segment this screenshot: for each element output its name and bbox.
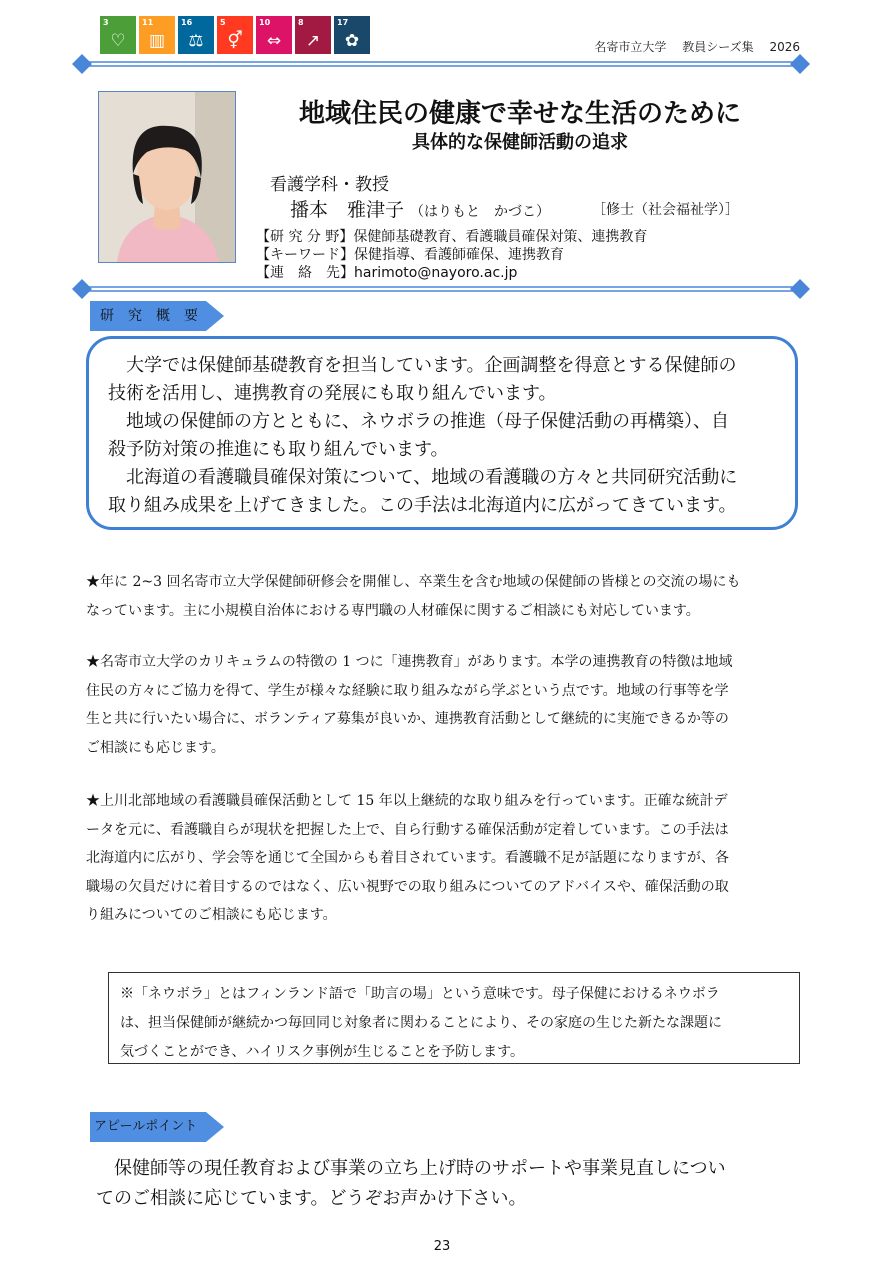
paragraph-line: 生と共に行いたい場合に、ボランティア募集が良いか、連携教育活動として継続的に実施できるか等の bbox=[86, 711, 729, 727]
contact-row bbox=[256, 262, 517, 282]
department-position: 看護学科・教授 bbox=[270, 175, 389, 195]
summary-line: 地域の保健師の方とともに、ネウボラの推進（母子保健活動の再構築）、自 bbox=[108, 411, 729, 432]
sdg-8-growth-chart-icon: 8 ↗ bbox=[295, 16, 331, 54]
research-field-row bbox=[256, 226, 647, 246]
sdg-3-heartbeat-icon: 3 ♡ bbox=[100, 16, 136, 54]
sdg-10-reduced-inequality-icon: 10 ⇔ bbox=[256, 16, 292, 54]
note-line: は、担当保健師が継続かつ毎回同じ対象者に関わることにより、その家庭の生じた新たな課題に bbox=[120, 1015, 722, 1031]
paragraph-line: ご相談にも応じます。 bbox=[86, 739, 225, 756]
appeal-text bbox=[96, 1154, 726, 1214]
summary-line: 取り組み成果を上げてきました。この手法は北海道内に広がってきています。 bbox=[108, 495, 737, 516]
summary-line: 北海道の看護職員確保対策について、地域の看護職の方々と共同研究活動に bbox=[108, 467, 738, 488]
divider-diamond-left-icon bbox=[72, 279, 92, 299]
header-divider bbox=[78, 60, 804, 68]
tag-arrow-icon bbox=[206, 1112, 224, 1142]
paragraph-line: 北海道内に広がり、学会等を通じて全国からも着目されています。看護職不足が話題になりますが、各 bbox=[86, 850, 729, 866]
detail-paragraph-training bbox=[86, 568, 806, 625]
name-reading: （はりもと かづこ） bbox=[410, 204, 551, 220]
appeal-line: てのご相談に応じています。どうぞお声かけ下さい。 bbox=[96, 1188, 527, 1209]
detail-paragraph-recruitment bbox=[86, 787, 806, 930]
publication-header bbox=[594, 38, 800, 55]
appeal-point-label: アピールポイント bbox=[94, 1119, 198, 1134]
page-subtitle: 具体的な保健師活動の追求 bbox=[412, 132, 628, 153]
contact-label: 【連 絡 先】 bbox=[256, 265, 354, 281]
paragraph-line: 職場の欠員だけに着目するのではなく、広い視野での取り組みについてのアドバイスや、確保活動の取 bbox=[86, 878, 729, 895]
summary-line: 殺予防対策の推進にも取り組んでいます。 bbox=[108, 439, 449, 460]
neuvola-note bbox=[120, 980, 800, 1067]
detail-paragraph-collaboration bbox=[86, 648, 806, 762]
summary-line: 大学では保健師基礎教育を担当しています。企画調整を得意とする保健師の bbox=[108, 355, 737, 376]
contact-email: harimoto@nayoro.ac.jp bbox=[354, 265, 518, 281]
sdg-5-gender-icon: 5 ⚥ bbox=[217, 16, 253, 54]
page-number: 23 bbox=[433, 1239, 451, 1254]
sdg-icon-row bbox=[100, 16, 370, 54]
series-name: 教員シーズ集 bbox=[682, 40, 754, 54]
researcher-name: 播本 雅津子 bbox=[290, 199, 405, 221]
divider-diamond-right-icon bbox=[790, 279, 810, 299]
portrait-photo bbox=[98, 91, 236, 263]
researcher-name-line bbox=[290, 195, 550, 222]
research-overview-label: 研 究 概 要 bbox=[100, 308, 198, 324]
divider-diamond-right-icon bbox=[790, 54, 810, 74]
publisher-name: 名寄市立大学 bbox=[594, 40, 667, 54]
note-line: ※「ネウボラ」とはフィンランド語で「助言の場」という意味です。母子保健におけるネウボラ bbox=[120, 986, 720, 1002]
keyword-value: 保健指導、看護師確保、連携教育 bbox=[354, 247, 564, 263]
paragraph-line: なっています。主に小規模自治体における専門職の人材確保に関するご相談にも対応しています。 bbox=[86, 602, 700, 619]
profile-divider bbox=[78, 285, 804, 293]
research-field-label: 【研 究 分 野】 bbox=[256, 229, 354, 245]
appeal-line: 保健師等の現任教育および事業の立ち上げ時のサポートや事業見直しについ bbox=[96, 1158, 726, 1179]
sdg-17-partnership-flower-icon: 17 ✿ bbox=[334, 16, 370, 54]
paragraph-line: 住民の方々にご協力を得て、学生が様々な経験に取り組みながら学ぶという点です。地域の行事等を学 bbox=[86, 682, 729, 699]
research-overview-tag bbox=[90, 301, 230, 331]
keyword-row bbox=[256, 244, 564, 264]
research-field-value: 保健師基礎教育、看護職員確保対策、連携教育 bbox=[353, 229, 648, 245]
portrait-figure-icon bbox=[99, 92, 235, 262]
paragraph-line: り組みについてのご相談にも応じます。 bbox=[86, 907, 337, 923]
series-year: 2026 bbox=[769, 40, 800, 54]
academic-degree: ［修士（社会福祉学）］ bbox=[592, 202, 739, 218]
note-line: 気づくことができ、ハイリスク事例が生じることを予防します。 bbox=[120, 1044, 525, 1060]
sdg-16-dove-gavel-icon: 16 ⚖ bbox=[178, 16, 214, 54]
sdg-11-city-icon: 11 ▥ bbox=[139, 16, 175, 54]
appeal-point-tag bbox=[90, 1112, 230, 1142]
paragraph-line: ★名寄市立大学のカリキュラムの特徴の 1 つに「連携教育」があります。本学の連携教育の特徴は地域 bbox=[86, 654, 733, 670]
page-title: 地域住民の健康で幸せな生活のために bbox=[298, 99, 741, 129]
divider-diamond-left-icon bbox=[72, 54, 92, 74]
keyword-label: 【キーワード】 bbox=[256, 247, 354, 263]
summary-line: 技術を活用し、連携教育の発展にも取り組んでいます。 bbox=[108, 383, 557, 404]
tag-arrow-icon bbox=[206, 301, 224, 331]
paragraph-line: ★年に 2~3 回名寄市立大学保健師研修会を開催し、卒業生を含む地域の保健師の皆様との交流の場にも bbox=[86, 574, 741, 590]
paragraph-line: ★上川北部地域の看護職員確保活動として 15 年以上継続的な取り組みを行っています。正確な統計デ bbox=[86, 793, 728, 809]
paragraph-line: ータを元に、看護職自らが現状を把握した上で、自ら行動する確保活動が定着しています。この手法は bbox=[86, 821, 729, 838]
